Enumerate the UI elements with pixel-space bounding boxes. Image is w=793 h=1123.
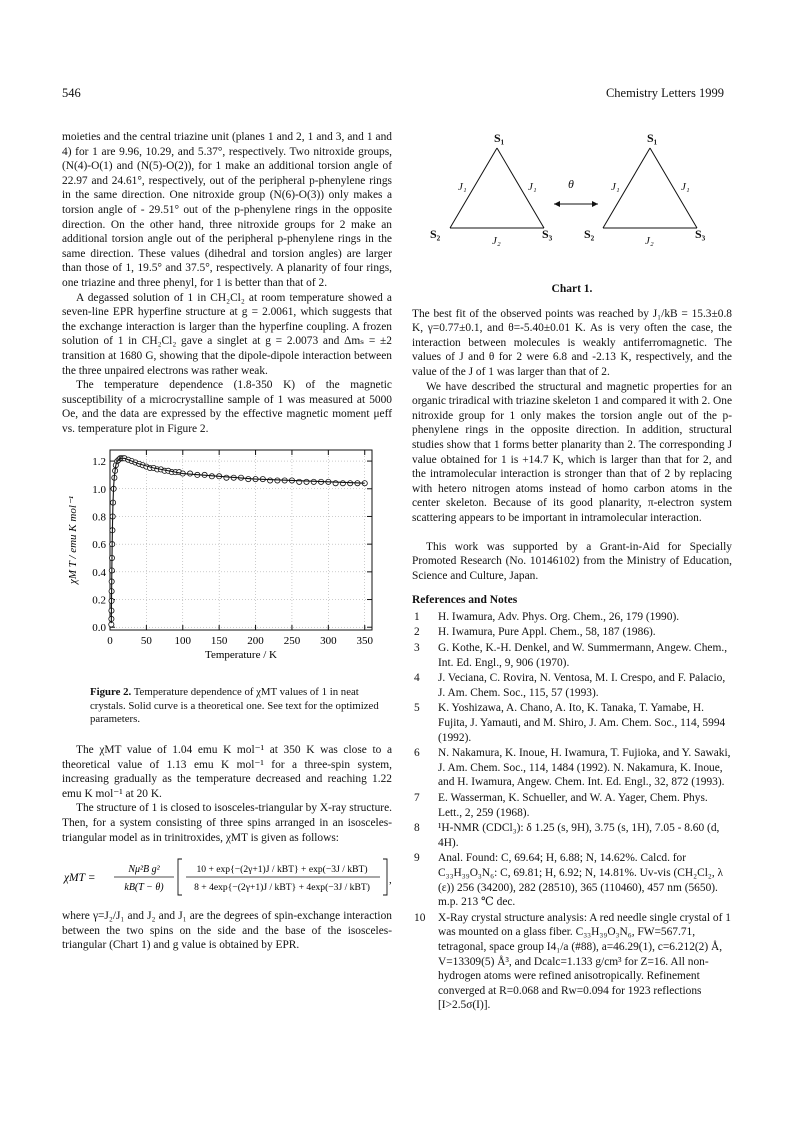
body-paragraph: The χMT value of 1.04 emu K mol⁻¹ at 350 K was close to a theoretical value of 1.13 emu K mol⁻¹ for a three-spin system, increasing gradually as the temperature decreased and reaching 1.22 emu K mol⁻¹ at 20 K. [62, 743, 392, 800]
reference-number: 3 [414, 642, 420, 655]
theta-label: θ [568, 177, 574, 191]
reference-text: H. Iwamura, Pure Appl. Chem., 58, 187 (1986). [438, 626, 656, 639]
figure-2-caption [90, 686, 392, 727]
x-tick-label: 350 [356, 635, 373, 648]
reference-text: ¹H-NMR (CDCl₃): δ 1.25 (s, 9H), 3.75 (s, 1H), 7.05 - 8.60 (d, 4H). [438, 822, 720, 849]
spin-s1-label: S₁ [494, 131, 505, 145]
x-tick-label: 150 [210, 635, 228, 648]
spin-s2-label: S₂ [430, 227, 441, 241]
x-tick-label: 200 [247, 635, 264, 648]
x-tick-label: 250 [283, 635, 301, 648]
body-paragraph: where γ=J₂/J₁ and J₂ and J₁ are the degrees of spin-exchange interaction between the two spins on the side and the base of the isosceles-triangular (Chart 1) and g value is obtained by EPR. [62, 910, 392, 952]
references-list [412, 610, 732, 1013]
chi-t-equation [62, 853, 392, 901]
reference-item [412, 701, 732, 745]
x-axis-label: Temperature / K [205, 649, 277, 662]
reference-item [412, 746, 732, 790]
reference-text: H. Iwamura, Adv. Phys. Org. Chem., 26, 179 (1990). [438, 610, 680, 623]
body-paragraph: The structure of 1 is closed to isosceles-triangular by X-ray structure. Then, for a system consisting of three spins arranged in an isosceles-triangular model as in trinitroxides, χMT is given as follows: [62, 802, 392, 844]
reference-item [412, 851, 732, 909]
figure-caption-label: Figure 2. [90, 686, 132, 699]
spin-triangle-diagram [412, 130, 732, 280]
spin-s3-label: S₃ [695, 227, 706, 241]
reference-item [412, 911, 732, 1013]
exchange-j1-label: J₁ [611, 181, 620, 193]
reference-text: E. Wasserman, K. Schueller, and W. A. Yager, Chem. Phys. Lett., 2, 259 (1968). [438, 792, 708, 819]
body-paragraph: moieties and the central triazine unit (planes 1 and 2, 1 and 3, and 1 and 4) for 1 are 9.96, 10.29, and 5.37°, respectively. Two nitroxide groups, (N(4)-O(1) and (N(5)-O(2)), for 1 make an additional torsion angle of 22.97 and 24.61°, respectively, out of the peripheral p-phenylene rings in the same direction. One nitroxide group (N(6)-O(3)) only makes a torsion angle of - 29.51° out of the p-phenylene rings in the opposite direction. On the other hand, three nitroxide groups for 2 make an additional torsion angle out of the peripheral p-phenylene rings in the same direction. These values (dihedral and torsion angles) are larger than those of 1, 19.5° and 37.5°, respectively. A planarity of four rings, one triazine and three phenyl, for 1 is better than that of 2. [62, 131, 392, 289]
y-tick-label: 0.8 [92, 511, 106, 524]
exchange-j1-label: J₁ [458, 181, 467, 193]
equation-lhs: χMT = [64, 872, 96, 885]
left-column [62, 130, 392, 953]
reference-item [412, 671, 732, 700]
body-paragraph: A degassed solution of 1 in CH₂Cl₂ at room temperature showed a seven-line EPR hyperfine structure at g = 2.0061, which suggests that the exchange interaction is larger than the hyperfine coupling. A frozen solution of 1 in CH₂Cl₂ gave a singlet at g = 2.0073 and Δmₛ = ±2 transition at 1680 G, showing that the dipole-dipole interaction between the three unpaired electrons was rather weak. [62, 291, 392, 377]
figure-2 [62, 442, 392, 682]
reference-item [412, 791, 732, 820]
triangle-1-right-edge [497, 148, 544, 228]
data-point [268, 478, 273, 483]
x-tick-label: 0 [107, 635, 113, 648]
y-tick-label: 0.0 [92, 622, 106, 635]
body-paragraph: We have described the structural and magnetic properties for an organic triradical with triazine skeleton 1 and compared it with 2. One nitroxide group for 1 only makes the torsion angle out of the p-phenylene rings in the opposite direction. In addition, structural studies show that 1 forms better planarity than 2. The corresponding J value obtained for 1 is +14.7 K, which is larger than that for 2, and the intramolecular interaction is stronger than that of 2 by replacing with hetero nitrogen atoms instead of homo carbon atoms in the center skeleton. Because of its good planarity, π-electron system scattering appears to be important in intramolecular interaction. [412, 380, 732, 524]
chart-1-diagram [412, 130, 732, 280]
reference-text: K. Yoshizawa, A. Chano, A. Ito, K. Tanaka, T. Yamabe, H. Fujita, J. Yamauti, and M. Shiro, J. Am. Chem. Soc., 114, 5994 (1992). [438, 702, 726, 744]
data-point [224, 476, 229, 481]
y-tick-label: 0.4 [92, 567, 106, 580]
reference-number: 10 [414, 911, 426, 924]
data-point [304, 480, 309, 485]
reference-number: 1 [414, 610, 420, 623]
reference-item [412, 641, 732, 670]
figure-2-plot [62, 442, 392, 682]
reference-number: 9 [414, 852, 420, 865]
reference-text: G. Kothe, K.-H. Denkel, and W. Summermann, Angew. Chem., Int. Ed. Engl., 9, 906 (1970). [438, 642, 728, 669]
x-tick-label: 300 [320, 635, 337, 648]
x-tick-label: 100 [174, 635, 192, 648]
reference-text: X-Ray crystal structure analysis: A red needle single crystal of 1 was mounted on a glass fiber. C₃₃H₃₉O₃N₆, FW=567.71, tetragonal, space group I4₁/a (#88), a=46.29(1), c=6.212(2) Å, V=13309(5) Å³, and Dcalc=1.133 g/cm³ for Z=16. All non-hydrogen atoms were refined anisotropically. Refinement converged at R=0.068 and Rw=0.094 for 1923 reflections [I>2.5σ(I)]. [438, 911, 731, 1012]
reference-item [412, 625, 732, 640]
reference-number: 6 [414, 747, 420, 760]
acknowledgment: This work was supported by a Grant-in-Aid for Specially Promoted Research (No. 10146102) from the Ministry of Education, Science and Culture, Japan. [412, 540, 732, 582]
body-paragraph: The temperature dependence (1.8-350 K) of the magnetic susceptibility of a microcrystalline sample of 1 was measured at 5000 Oe, and the data are expressed by the effective magnetic moment μeff vs. temperature plot in Figure 2. [62, 379, 392, 435]
reference-item [412, 821, 732, 850]
spin-s1-label: S₁ [647, 131, 658, 145]
reference-number: 7 [414, 792, 420, 804]
exchange-j1-label: J₁ [528, 181, 537, 193]
exchange-j1-label: J₁ [681, 181, 690, 193]
reference-number: 5 [414, 702, 420, 715]
body-paragraph: The best fit of the observed points was reached by J₁/kB = 15.3±0.8 K, γ=0.77±0.1, and θ=-5.40±0.01 K. As is very often the case, the interaction between molecules is weakly antiferromagnetic. The values of J and θ for 2 were 6.8 and -2.13 K, respectively, and the value of the J of 1 was larger than that of 2. [412, 307, 732, 378]
reference-number: 4 [414, 672, 420, 685]
equation-tail: , [389, 874, 392, 887]
journal-name: Chemistry Letters 1999 [605, 86, 724, 100]
reference-number: 8 [414, 822, 420, 835]
references-heading: References and Notes [412, 594, 518, 607]
data-point [340, 481, 345, 486]
figure-caption-text: Temperature dependence of χMT values of 1 in neat crystals. Solid curve is a theoretical one. See text for the optimized parameters. [90, 686, 379, 726]
y-tick-label: 1.2 [92, 456, 106, 469]
page-number: 546 [62, 86, 81, 100]
spin-s2-label: S₂ [584, 227, 595, 241]
exchange-j2-label: J₂ [492, 235, 501, 247]
triangle-2-right-edge [650, 148, 697, 228]
reference-item [412, 610, 732, 625]
equation-graphic [62, 853, 392, 901]
y-tick-label: 0.6 [92, 539, 106, 552]
reference-text: J. Veciana, C. Rovira, N. Ventosa, M. I. Crespo, and F. Palacio, J. Am. Chem. Soc., 115, 57 (1993). [438, 672, 726, 699]
x-tick-label: 50 [140, 635, 152, 648]
reference-text: N. Nakamura, K. Inoue, H. Iwamura, T. Fujioka, and Y. Sawaki, J. Am. Chem. Soc., 114, 1484 (1992). N. Nakamura, K. Inoue, and H. Iwamura, Angew. Chem. Int. Ed. Engl., 32, 872 (1993). [438, 747, 731, 789]
spin-s3-label: S₃ [542, 227, 553, 241]
reference-number: 2 [414, 626, 420, 639]
chart-1-caption: Chart 1. [551, 283, 593, 295]
y-axis-label: χM T / emu K mol⁻¹ [67, 496, 79, 585]
right-column [412, 130, 732, 1014]
y-tick-label: 1.0 [92, 484, 106, 497]
equation-frac2-num: 10 + exp{−(2γ+1)J / kBT} + exp(−3J / kBT) [196, 864, 368, 876]
y-tick-label: 0.2 [92, 595, 106, 608]
equation-frac1-den: kB(T − θ) [124, 882, 164, 894]
exchange-j2-label: J₂ [645, 235, 654, 247]
data-point [297, 480, 302, 485]
reference-text: Anal. Found: C, 69.64; H, 6.88; N, 14.62%. Calcd. for C₃₃H₃₉O₃N₆: C, 69.81; H, 6.92; N, 14.81%. Uv-vis (CH₂Cl₂, λ (ε)) 256 (34200), 282 (28510), 365 (110460), 457 nm (5650). m.p. 213 ℃ dec. [438, 852, 724, 909]
equation-frac2-den: 8 + 4exp{−(2γ+1)J / kBT} + 4exp(−3J / kBT) [194, 882, 370, 894]
equation-frac1-num: Nμ²B g² [128, 864, 160, 876]
data-point [333, 481, 338, 486]
